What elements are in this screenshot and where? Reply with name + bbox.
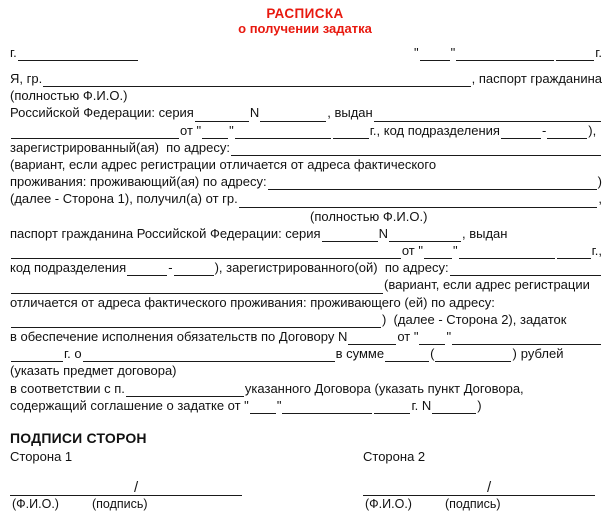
party2-subdivision-fill-a[interactable] [127,263,167,276]
party2-signature-rule [363,495,595,496]
party2-issue-month-fill[interactable] [459,246,555,259]
city-date-line [10,42,602,61]
deposit-close-paren: ) [477,397,482,413]
party2-subdivision-label: код подразделения [10,260,127,276]
signature-block-party1 [10,448,305,513]
date-quote-close: " [450,44,456,60]
contract-clause-line [10,380,602,397]
party1-number-fill[interactable] [260,109,326,122]
party1-passport-date-line [10,122,602,139]
party1-issue-month-fill[interactable] [235,126,331,139]
party2-issuer-fill[interactable] [11,246,401,259]
contract-quote: " [446,329,452,345]
deposit-agreement-label: содержащий соглашение о задатке от " [10,397,249,413]
party1-podpis-caption: (подпись) [92,497,148,512]
party1-name-line [10,70,602,87]
party2-signature-line[interactable] [363,476,595,496]
party2-issued-label: , выдан [461,225,508,241]
deposit-quote: " [276,397,282,413]
amount-paren-close: ) [512,346,517,362]
party1-issued-label: , выдан [327,105,373,121]
contract-number-fill[interactable] [348,332,396,345]
party1-subdivision-fill-b[interactable] [547,126,587,139]
party1-registered-label: зарегистрированный(ая) по адресу: [10,139,230,155]
party1-label: Сторона 1 [10,449,73,465]
month-fill[interactable] [456,48,554,61]
party1-residence-close: ) [597,174,602,190]
contract-year-fill[interactable] [11,349,63,362]
party2-registered-label: ), зарегистрированного(ой) по адресу: [214,260,449,276]
party2-number-fill[interactable] [389,229,461,242]
party1-subdivision-label: г., код подразделения [369,122,500,138]
amount-words-fill[interactable] [435,349,511,362]
party1-registration-fill[interactable] [231,143,601,156]
party1-fullname-caption: (полностью Ф.И.О.) [10,88,128,104]
contract-subject-caption: (указать предмет договора) [10,363,177,379]
party2-variant-note-line [10,276,602,293]
party2-issue-ot-label: от " [401,243,423,259]
party2-fullname-caption [10,208,602,225]
document-body [0,42,610,414]
party1-variant-note-1: (вариант, если адрес регистрации отличается от адреса фактического [10,157,437,173]
party2-number-label: N [378,225,388,241]
party2-registration-fill[interactable] [450,263,601,276]
party1-passport-tail: , паспорт гражданина [471,71,602,86]
party1-alias-received-label: (далее - Сторона 1), получил(а) от гр. [10,191,238,207]
party2-variant-note-1: (вариант, если адрес регистрации [384,277,590,293]
party2-subdivision-fill-b[interactable] [174,263,214,276]
party2-passport-date-line [10,242,602,259]
deposit-year-fill[interactable] [374,401,410,414]
contract-reference-line [10,328,602,345]
party2-registration-fill-cont[interactable] [11,281,383,294]
party2-signature-captions [363,497,595,513]
party1-passport-series-line [10,104,602,121]
document-title-block [0,0,610,37]
deposit-month-fill[interactable] [282,401,372,414]
party1-issue-quote: " [229,122,234,138]
party1-issuer-fill[interactable] [374,109,601,122]
party2-signature-slash: / [487,479,492,497]
party1-issue-year-fill[interactable] [333,126,369,139]
party2-residence-fill[interactable] [11,315,381,328]
signatures-heading: ПОДПИСИ СТОРОН [10,430,147,447]
party1-rf-series-label: Российской Федерации: серия [10,105,194,121]
amount-label: в сумме [335,346,385,362]
party1-fio-caption: (Ф.И.О.) [12,497,59,512]
date-quote-open: " [413,44,419,60]
party2-series-fill[interactable] [322,229,378,242]
party2-issue-quote: " [452,243,458,259]
party1-signature-rule [10,495,242,496]
party1-fullname-fill[interactable] [43,74,470,87]
party2-subdivision-dash: - [168,260,173,276]
year-suffix-label: г. [595,44,602,60]
party1-issue-ot-label: от " [180,122,202,138]
day-fill[interactable] [420,48,450,61]
city-label: г. [10,44,17,60]
party1-residence-fill[interactable] [268,177,597,190]
party1-issue-day-fill[interactable] [202,126,228,139]
party2-podpis-caption: (подпись) [445,497,501,512]
party2-issue-day-fill[interactable] [424,246,452,259]
contract-day-fill[interactable] [419,332,445,345]
party1-signature-captions [10,497,242,513]
party2-fullname-caption-text: (полностью Ф.И.О.) [310,208,428,224]
contract-ot-label: от " [397,329,419,345]
party1-residence-label: проживания: проживающий(ая) по адресу: [10,174,267,190]
page-title: РАСПИСКА [266,6,344,21]
amount-paren-open: ( [430,346,435,362]
party1-subdivision-dash: - [541,122,547,138]
party2-issue-year-fill[interactable] [557,246,591,259]
party2-passport-label: паспорт гражданина Российской Федерации: серия [10,225,321,241]
party2-residence-line [10,311,602,328]
contract-subject-amount-line [10,345,602,362]
amount-currency-label: рублей [520,346,564,362]
contract-subject-label: г. о [64,346,82,362]
deposit-agreement-line [10,397,602,414]
party1-signature-line[interactable] [10,476,242,496]
party1-residence-line [10,173,602,190]
clause-note-label: указанного Договора (указать пункт Договора, [244,380,524,396]
clause-label: в соответствии с п. [10,380,125,396]
contract-month-fill[interactable] [452,332,601,345]
page-subtitle: о получении задатка [238,21,372,36]
party2-alias-label: ) (далее - Сторона 2), задаток [382,311,567,327]
party2-name-line [10,190,602,207]
party2-variant-note-2: отличается от адреса фактического проживания: проживающего (ей) по адресу: [10,294,495,310]
party2-name-comma: , [598,191,602,207]
ya-gr-label: Я, гр. [10,71,43,86]
party2-subdivision-line [10,259,602,276]
deposit-number-fill[interactable] [432,401,476,414]
year-fill[interactable] [556,48,594,61]
signature-block-party2 [305,448,600,513]
party1-subdivision-fill-a[interactable] [501,126,541,139]
party1-series-fill[interactable] [195,109,249,122]
party1-signature-slash: / [134,479,139,497]
signatures-row [0,448,610,513]
deposit-day-fill[interactable] [250,401,276,414]
city-fill[interactable] [18,48,138,61]
party1-issuer-fill-cont[interactable] [11,126,179,139]
clause-number-fill[interactable] [126,384,244,397]
party1-subdivision-close: ), [588,122,597,138]
deposit-number-label: г. N [411,397,432,413]
party2-label: Сторона 2 [363,449,426,465]
amount-digits-fill[interactable] [385,349,429,362]
party1-registration-line [10,139,602,156]
party2-fio-caption: (Ф.И.О.) [365,497,412,512]
contract-obligation-label: в обеспечение исполнения обязательств по Договору N [10,329,348,345]
contract-subject-fill[interactable] [83,349,335,362]
party2-fullname-fill[interactable] [239,195,598,208]
party2-passport-series-line [10,225,602,242]
party1-number-label: N [249,105,260,121]
party2-issue-year-suffix: г., [591,243,602,259]
